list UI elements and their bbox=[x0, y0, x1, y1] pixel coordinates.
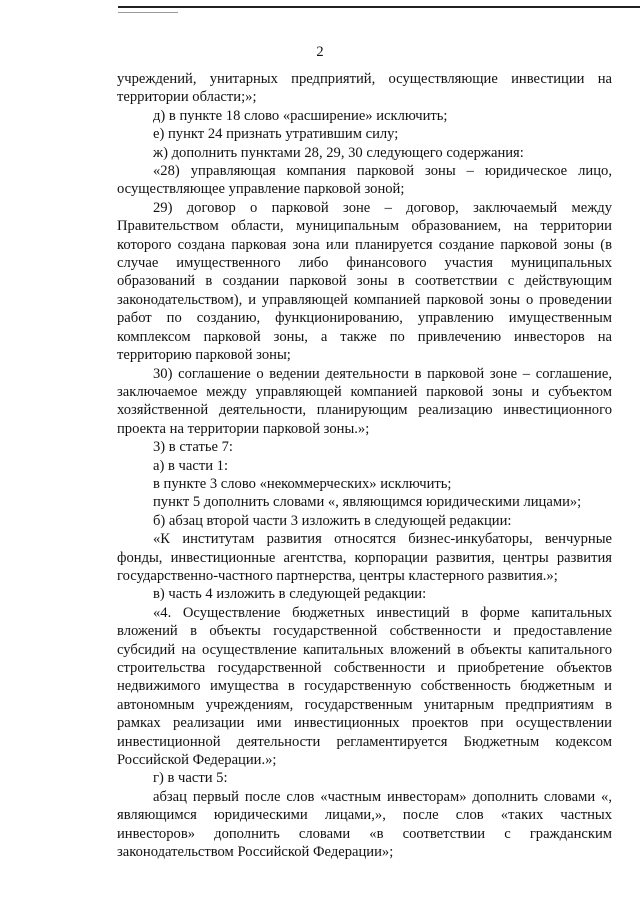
paragraph-item-e: е) пункт 24 признать утратившим силу; bbox=[153, 126, 399, 143]
paragraph-article-7: 3) в статье 7: bbox=[153, 439, 233, 456]
paragraph-definition-29: 29) договор о парковой зоне – договор, заключаемый между Правительством области, муниципальным образованием, на территории которого создана парковая зона или планируется создание парковой зоны (в случае имущественного либо финансового участия муниципальных образований в создании парковой зоны в соответствии с действующим законодательством), и управляющей компанией парковой зоны о проведении работ по созданию, функционированию, управлению имущественным комплексом парковой зоны, а также по привлечению инвесторов на территорию парковой зоны; bbox=[117, 199, 612, 364]
paragraph-item-v: в) часть 4 изложить в следующей редакции: bbox=[153, 586, 427, 603]
paragraph-definition-30: 30) соглашение о ведении деятельности в парковой зоне – соглашение, заключаемое между управляющей компанией парковой зоны и субъектом хозяйственной деятельности, планирующим реализацию инвестиционного проекта на территории парковой зоны.»; bbox=[117, 365, 612, 437]
paragraph-definition-28: «28) управляющая компания парковой зоны – юридическое лицо, осуществляющее управление парковой зоной; bbox=[117, 163, 612, 198]
paragraph-part-5-text: абзац первый после слов «частным инвесторам» дополнить словами «, являющимся юридическими лицами,», после слов «таких частных инвесторов» дополнить словами «в соответствии с гражданским законодательством Российской Федерации»; bbox=[117, 788, 612, 861]
document-body bbox=[117, 70, 612, 861]
header-rule-secondary bbox=[118, 12, 178, 13]
paragraph-point-5: пункт 5 дополнить словами «, являющимся юридическими лицами»; bbox=[153, 494, 582, 511]
paragraph-item-zh: ж) дополнить пунктами 28, 29, 30 следующего содержания: bbox=[153, 144, 524, 161]
page-number: 2 bbox=[316, 44, 324, 60]
header-rule bbox=[118, 6, 640, 8]
paragraph-part-4-text: «4. Осуществление бюджетных инвестиций в форме капитальных вложений в объекты государственной собственности и предоставление субсидий на осуществление капитальных вложений в объекты капитального строительства государственной собственности и приобретение объектов недвижимого имущества в государственную собственность бюджетным и автономным учреждениям, государственным унитарным предприятиям в рамках реализации ими инвестиционных проектов при осуществлении инвестиционной деятельности регламентируется Бюджетным кодексом Российской Федерации.»; bbox=[117, 604, 612, 769]
paragraph-item-b: б) абзац второй части 3 изложить в следующей редакции: bbox=[153, 512, 512, 529]
paragraph-item-g: г) в части 5: bbox=[153, 770, 228, 787]
paragraph-continuation: учреждений, унитарных предприятий, осуществляющие инвестиции на территории области;»; bbox=[117, 71, 612, 106]
paragraph-point-3: в пункте 3 слово «некоммерческих» исключить; bbox=[153, 475, 452, 492]
paragraph-part-1: а) в части 1: bbox=[153, 457, 229, 474]
paragraph-development-institutes: «К институтам развития относятся бизнес-инкубаторы, венчурные фонды, инвестиционные агентства, корпорации развития, центры развития государственно-частного партнерства, центры кластерного развития.»; bbox=[117, 531, 612, 584]
paragraph-item-d: д) в пункте 18 слово «расширение» исключить; bbox=[153, 107, 448, 124]
